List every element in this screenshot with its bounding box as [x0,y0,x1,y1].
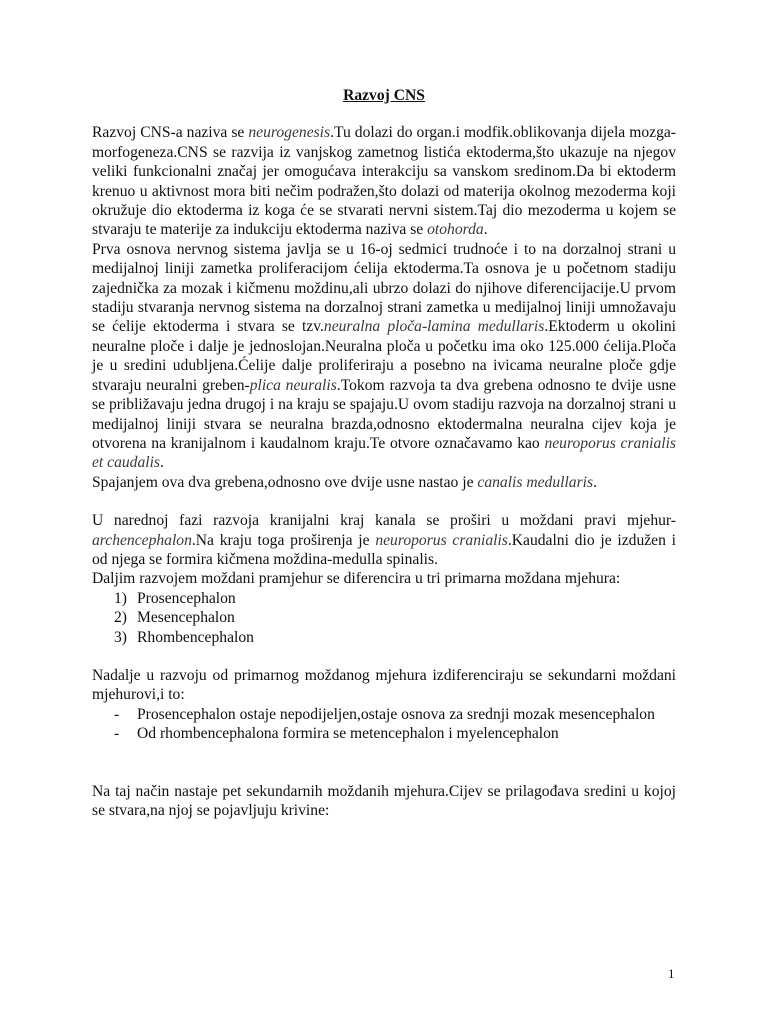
text-run: . [160,454,164,472]
text-run: . [593,473,597,491]
text-run: Razvoj CNS-a naziva se [92,124,249,142]
text-run: Prva osnova nervnog sistema javlja se u 16-oj sedmici trudnoće i to na dorzalnoj strani u medijalnoj liniji zametka proliferacijom ćelija ektoderma.Ta osnova je u početnom stadiju zajednička za mozak i kičmenu moždinu,ali ubrzo dolazi do njihove diferencijacije.U prvom stadiju stvaranja nervnog sistema na dorzalnoj strani zametka u medijalnoj liniji umnožavaju se ćelije ektoderma i stvara se tzv. [92,240,676,336]
secondary-vesicles-list [92,705,676,744]
term-archencephalon: archencephalon [92,531,192,549]
list-item [92,628,676,647]
term-neuroporus-cranialis: neuroporus cranialis [375,531,508,549]
page-number: 1 [668,966,675,981]
term-lamina-medullaris: neuralna ploča-lamina medullaris [323,318,545,336]
term-canalis-medullaris: canalis medullaris [477,473,594,491]
list-item-text: Mesencephalon [137,609,235,627]
page-title: Razvoj CNS [343,87,425,104]
primary-vesicles-list [92,589,676,647]
term-plica-neuralis: plica neuralis [249,376,337,394]
paragraph-five-vesicles [92,782,676,821]
document-body [92,86,676,820]
paragraph-neural-plate [92,240,676,473]
list-item [92,589,676,608]
term-neurogenesis: neurogenesis [248,124,331,142]
list-item-text: Prosencephalon ostaje nepodijeljen,ostaje osnova za srednji mozak mesencephalon [137,705,655,723]
list-item [92,705,676,724]
paragraph-canalis-medullaris [92,473,676,492]
text-run: U narednoj fazi razvoja kranijalni kraj kanala se proširi u moždani pravi mjehur- [92,512,676,530]
text-run: .Tokom razvoja ta dva grebena odnosno te dvije usne se približavaju jedna drugoj i na kraju se spajaju.U ovom stadiju razvoja na dorzalnoj strani u medijalnoj liniji stvara se neuralna brazda,odnosno ektodermalna neuralna cijev koja je otvorena na kranijalnom i kaudalnom kraju.Te otvore označavamo kao [92,376,676,452]
paragraph-secondary-vesicles [92,666,676,705]
text-run: Daljim razvojem moždani pramjehur se diferencira u tri primarna moždana mjehura: [92,570,621,588]
text-run: . [483,221,488,239]
list-marker: - [114,705,120,723]
text-run: .Tu dolazi do organ.i modfik.oblikovanja dijela mozga-morfogeneza.CNS se razvija iz vanjskog zametnog listića ektoderma,što ukazuje na njegov veliki funkcionalni značaj jer omogućava interakciju sa vanskom sredinom.Da bi ektoderm krenuo u aktivnost mora biti nečim podražen,što dolazi od materija okolnog mezoderma koji okružuje dio ektoderma iz koga će se stvarati nervni sistem.Taj dio mezoderma u kojem se stvaraju te materije za indukciju ektoderma naziva se [92,124,676,239]
text-run: Na taj način nastaje pet sekundarnih moždanih mjehura.Cijev se prilagođava sredini u kojoj se stvara,na njoj se pojavljuju krivine: [92,782,676,819]
paragraph-primary-vesicles [92,569,676,588]
list-item [92,608,676,627]
text-run: .Kaudalni dio je izdužen i od njega se formira kičmena moždina-medulla spinalis. [92,531,676,568]
term-otohorda: otohorda [427,221,484,239]
paragraph-archencephalon [92,511,676,569]
term-neuroporus: neuroporus cranialis et caudalis [92,434,676,472]
text-run: .Na kraju toga proširenja je [191,531,376,549]
list-item [92,724,676,743]
list-marker: 3) [114,628,127,646]
text-run: Spajanjem ova dva grebena,odnosno ove dvije usne nastao je [92,473,478,491]
paragraph-neurogenesis [92,123,676,239]
list-marker: - [114,725,120,743]
list-item-text: Rhombencephalon [137,628,254,646]
list-item-text: Prosencephalon [137,589,236,607]
text-run: .Ektoderm u okolini neuralne ploče i dalje je jednoslojan.Neuralna ploča u početku ima oko 125.000 ćelija.Ploča je u sredini udubljena.Ćelije dalje proliferiraju a posebno na ivicama neuralne ploče gdje stvaraju neuralni greben- [92,318,676,394]
list-marker: 1) [114,589,127,607]
text-run: Nadalje u razvoju od primarnog moždanog mjehura izdiferenciraju se sekundarni moždani mjehurovi,i to: [92,666,676,704]
list-marker: 2) [114,609,127,627]
list-item-text: Od rhombencephalona formira se metencephalon i myelencephalon [137,725,559,743]
